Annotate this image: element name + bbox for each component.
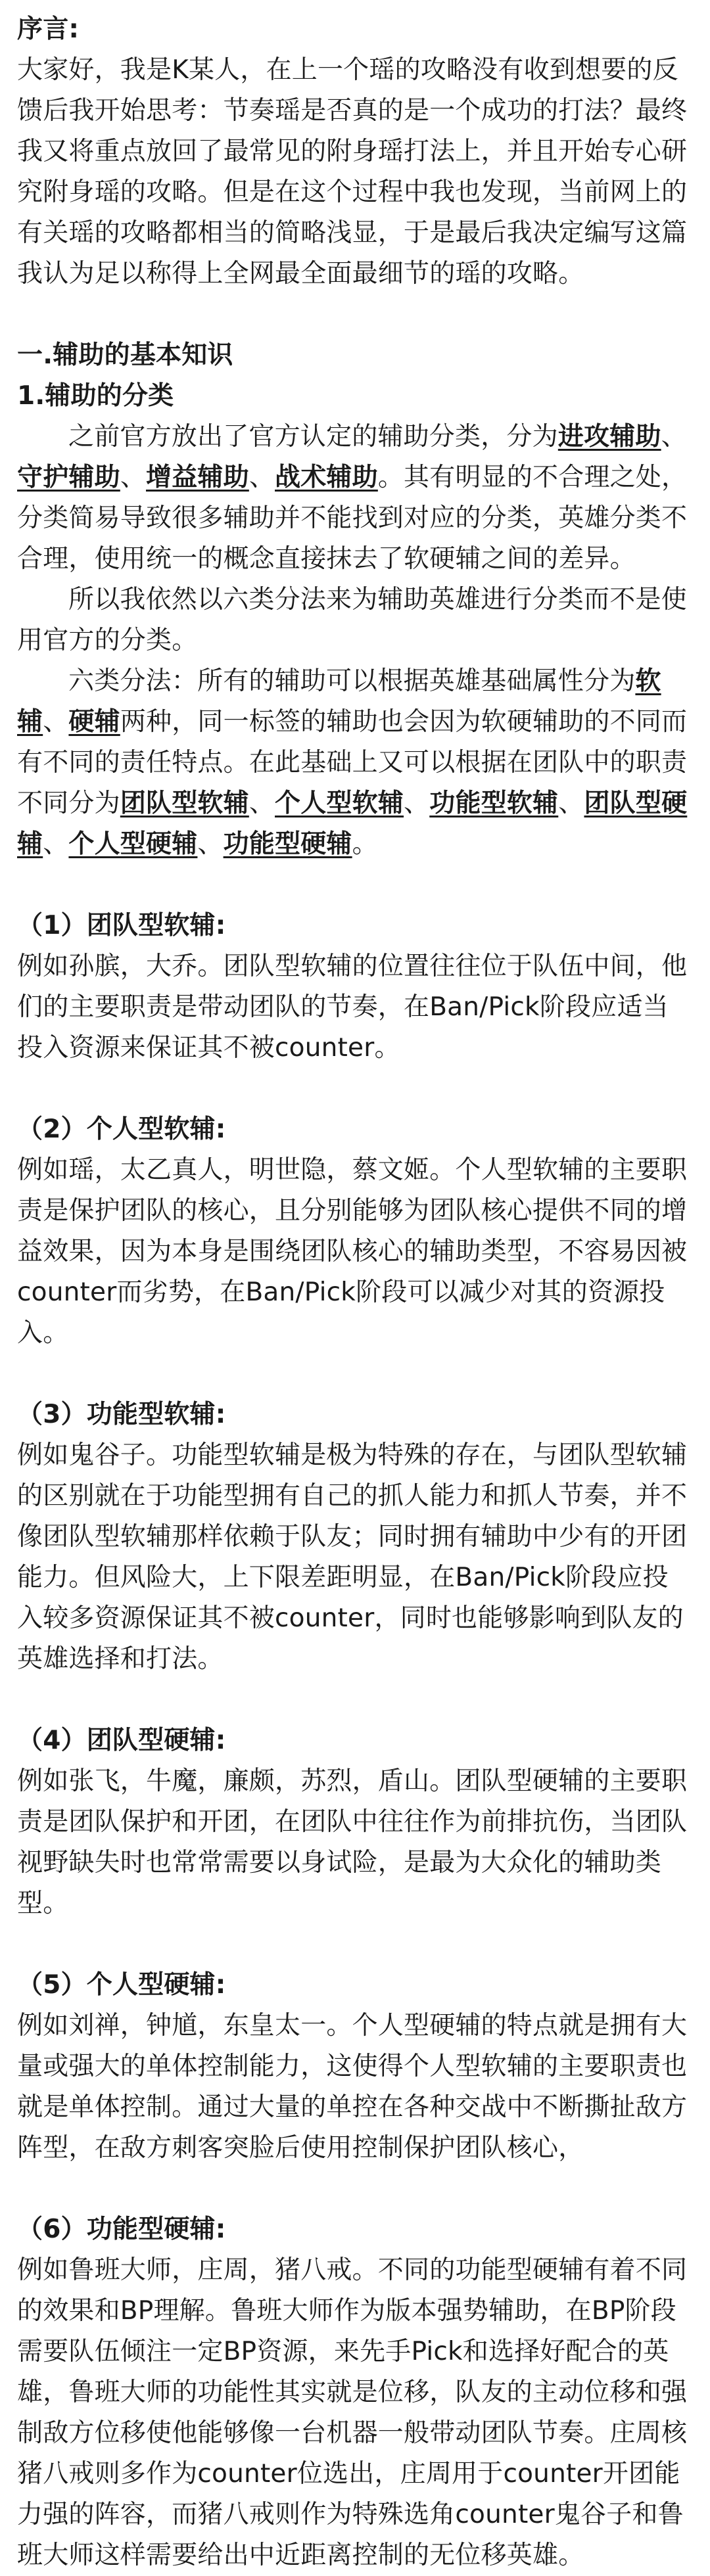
term-tactical-support: 战术辅助 — [275, 463, 378, 492]
type-body-team-soft: 例如孙膑，大乔。团队型软辅的位置往往位于队伍中间，他们的主要职责是带动团队的节奏，在Ban/Pick阶段应适当投入资源来保证其不被counter。 — [17, 952, 688, 1063]
separator: 、 — [558, 789, 584, 818]
term-buff-support: 增益辅助 — [146, 463, 249, 492]
term-functional-soft: 功能型软辅 — [429, 789, 559, 818]
type-title-personal-hard: （5）个人型硬辅: — [17, 1970, 226, 2000]
term-personal-soft: 个人型软辅 — [275, 789, 404, 818]
term-team-soft: 团队型软辅 — [120, 789, 249, 818]
preface-title: 序言: — [17, 14, 80, 44]
paragraph-text: 。其有明显的不合理之处，分类简易导致很多辅助并不能找到对应的分类，英雄分类不合理，使用统一的概念直接抹去了软硬辅之间的差异。 — [17, 463, 688, 574]
paragraph-text: 之前官方放出了官方认定的辅助分类，分为 — [68, 422, 558, 451]
spacer — [17, 1069, 693, 1109]
separator: 、 — [248, 789, 275, 818]
spacer — [17, 865, 693, 906]
type-body-team-hard: 例如张飞，牛魔，廉颇，苏烈，盾山。团队型硬辅的主要职责是团队保护和开团，在团队中往往作为前排抗伤，当团队视野缺失时也常常需要以身试险，是最为大众化的辅助类型。 — [17, 1766, 688, 1918]
term-soft-support: 软辅 — [17, 666, 661, 737]
type-title-functional-hard: （6）功能型硬辅: — [17, 2215, 226, 2244]
six-class-intro-paragraph: 所以我依然以六类分法来为辅助英雄进行分类而不是使用官方的分类。 — [17, 585, 687, 655]
paragraph-text: 两种，同一标签的辅助也会因为软硬辅助的不同而有不同的责任特点。在此基础上又可以根据在团队中的职责不同分为 — [17, 707, 688, 818]
term-personal-hard: 个人型硬辅 — [68, 829, 198, 859]
spacer — [17, 294, 693, 335]
type-title-team-soft: （1）团队型软辅: — [17, 911, 226, 940]
paragraph-text: 六类分法：所有的辅助可以根据英雄基础属性分为 — [68, 666, 636, 696]
term-team-hard: 团队型硬辅 — [17, 789, 688, 859]
spacer — [17, 2169, 693, 2209]
separator: 、 — [197, 829, 224, 859]
term-functional-hard: 功能型硬辅 — [223, 829, 352, 859]
separator: 、 — [43, 707, 69, 737]
spacer — [17, 1680, 693, 1720]
type-title-team-hard: （4）团队型硬辅: — [17, 1726, 226, 1755]
section-subtitle: 1.辅助的分类 — [17, 381, 174, 411]
six-class-method-paragraph — [17, 661, 693, 865]
separator: 、 — [248, 463, 275, 492]
separator: 。 — [352, 829, 378, 859]
spacer — [17, 1924, 693, 1965]
type-title-personal-soft: （2）个人型软辅: — [17, 1115, 226, 1144]
type-title-functional-soft: （3）功能型软辅: — [17, 1400, 226, 1429]
spacer — [17, 1354, 693, 1394]
term-guardian-support: 守护辅助 — [17, 463, 120, 492]
section-title: 一.辅助的基本知识 — [17, 340, 233, 370]
separator: 、 — [120, 463, 147, 492]
type-body-personal-soft: 例如瑶，太乙真人，明世隐，蔡文姬。个人型软辅的主要职责是保护团队的核心，且分别能够为团队核心提供不同的增益效果，因为本身是围绕团队核心的辅助类型，不容易因被counter而劣势，在Ban/Pick阶段可以减少对其的资源投入。 — [17, 1155, 688, 1348]
separator: 、 — [404, 789, 430, 818]
type-body-personal-hard: 例如刘禅，钟馗，东皇太一。个人型硬辅的特点就是拥有大量或强大的单体控制能力，这使得个人型软辅的主要职责也就是单体控制。通过大量的单控在各种交战中不断撕扯敌方阵型，在敌方刺客突脸后使用控制保护团队核心， — [17, 2011, 688, 2163]
separator: 、 — [43, 829, 69, 859]
term-hard-support: 硬辅 — [68, 707, 120, 737]
official-classification-paragraph — [17, 417, 693, 580]
preface-body: 大家好，我是K某人，在上一个瑶的攻略没有收到想要的反馈后我开始思考：节奏瑶是否真的是一个成功的打法？最终我又将重点放回了最常见的附身瑶打法上，并且开始专心研究附身瑶的攻略。但是在这个过程中我也发现，当前网上的有关瑶的攻略都相当的简略浅显，于是最后我决定编写这篇我认为足以称得上全网最全面最细节的瑶的攻略。 — [17, 55, 688, 288]
type-body-functional-soft: 例如鬼谷子。功能型软辅是极为特殊的存在，与团队型软辅的区别就在于功能型拥有自己的抓人能力和抓人节奏，并不像团队型软辅那样依赖于队友；同时拥有辅助中少有的开团能力。但风险大，上下限差距明显，在Ban/Pick阶段应投入较多资源保证其不被counter，同时也能够影响到队友的英雄选择和打法。 — [17, 1440, 688, 1674]
separator: 、 — [661, 422, 687, 451]
type-body-functional-hard: 例如鲁班大师，庄周，猪八戒。不同的功能型硬辅有着不同的效果和BP理解。鲁班大师作为版本强势辅助，在BP阶段需要队伍倾注一定BP资源，来先手Pick和选择好配合的英雄，鲁班大师的功能性其实就是位移，队友的主动位移和强制敌方位移使他能够像一台机器一般带动团队节奏。庄周核猪八戒则多作为counter位选出，庄周用于counter开团能力强的阵容，而猪八戒则作为特殊选角counter鬼谷子和鲁班大师这样需要给出中近距离控制的无位移英雄。 — [17, 2255, 688, 2570]
term-offensive-support: 进攻辅助 — [557, 422, 661, 451]
